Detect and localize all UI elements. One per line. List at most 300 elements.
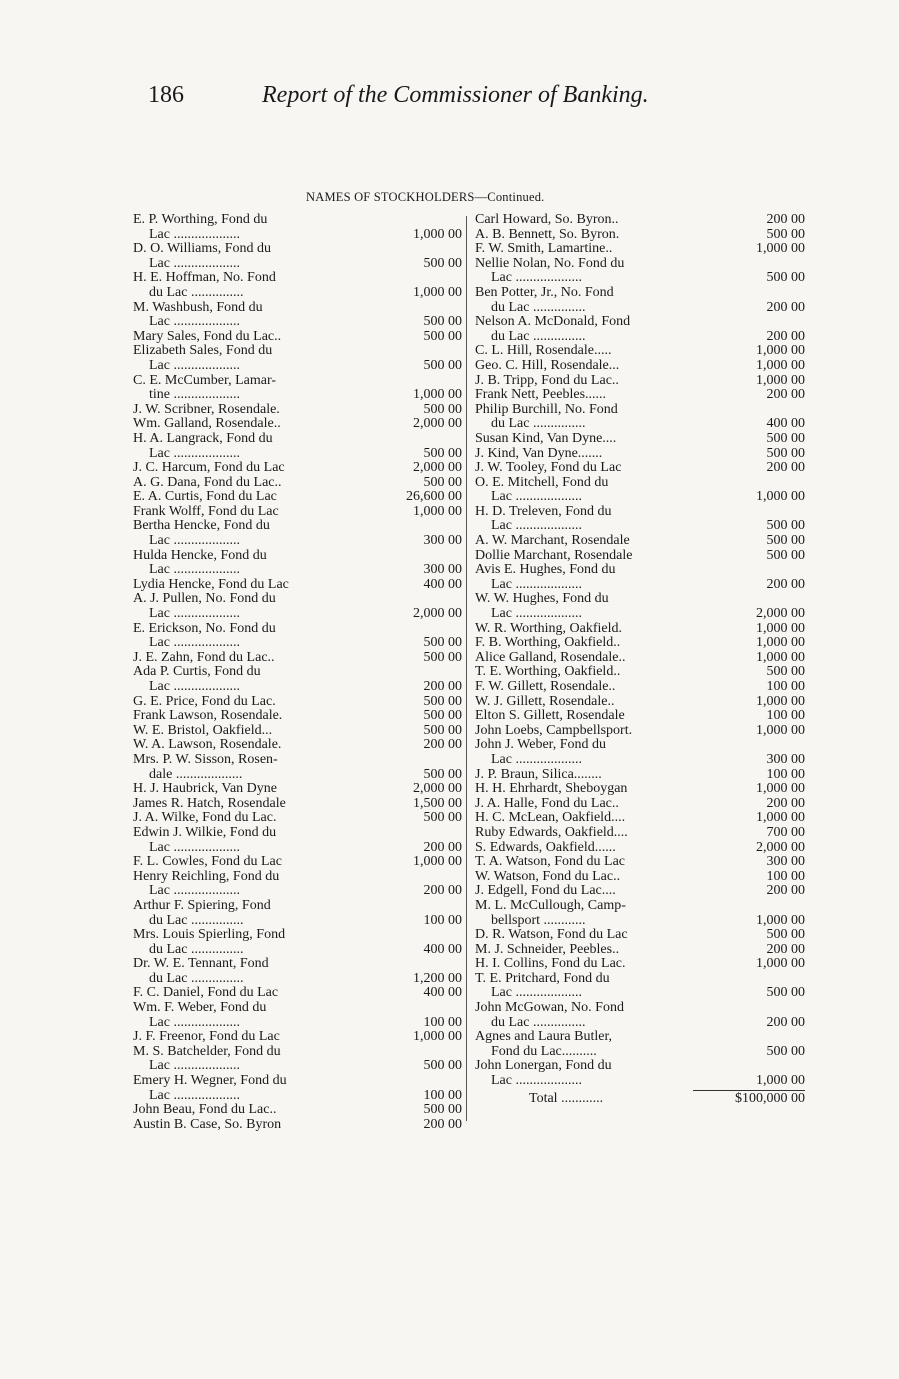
stockholder-name: Geo. C. Hill, Rosendale... [475, 358, 620, 373]
share-amount: 1,000 00 [756, 810, 805, 826]
stockholder-entry [133, 592, 462, 621]
stockholder-name: John Loebs, Campbellsport. [475, 723, 633, 738]
total-label: Total ............ [529, 1090, 604, 1106]
share-amount: 2,000 00 [413, 460, 462, 476]
share-amount: 500 00 [766, 226, 805, 242]
stockholder-entry [133, 709, 462, 724]
share-amount: 1,000 00 [756, 489, 805, 505]
stockholder-entry [133, 1001, 462, 1030]
section-heading: NAMES OF STOCKHOLDERS—Continued. [306, 190, 545, 204]
stockholder-name: Lac ................... [149, 1015, 240, 1030]
stockholder-name: D. O. Williams, Fond du [133, 242, 272, 257]
share-amount: 500 00 [766, 927, 805, 943]
stockholder-name: F. L. Cowles, Fond du Lac [133, 855, 282, 870]
stockholder-name: F. W. Smith, Lamartine.. [475, 242, 613, 257]
share-amount: 200 00 [766, 299, 805, 315]
stockholder-name: J. A. Halle, Fond du Lac.. [475, 796, 619, 811]
stockholder-entry [133, 986, 462, 1001]
stockholder-name: Frank Lawson, Rosendale. [133, 709, 283, 724]
share-amount: 500 00 [423, 255, 462, 271]
stockholder-entry [133, 1045, 462, 1074]
stockholder-entry [133, 490, 462, 505]
share-amount: 500 00 [423, 722, 462, 738]
stockholder-name: Mrs. Louis Spierling, Fond [133, 928, 286, 943]
stockholder-entry [475, 738, 805, 767]
stockholder-list-left [133, 213, 462, 1132]
stockholder-entry [133, 432, 462, 461]
stockholder-name: S. Edwards, Oakfield...... [475, 840, 616, 855]
stockholder-name: John J. Weber, Fond du [475, 738, 607, 753]
stockholder-name: bellsport ............ [491, 913, 586, 928]
stockholder-name: H. D. Treleven, Fond du [475, 504, 612, 519]
stockholder-entry [475, 695, 805, 710]
stockholder-entry [133, 578, 462, 593]
share-amount: 200 00 [766, 460, 805, 476]
stockholder-name: Lac ................... [149, 534, 240, 549]
stockholder-name: J. W. Tooley, Fond du Lac [475, 461, 622, 476]
stockholder-name: du Lac ............... [149, 285, 244, 300]
stockholder-name: Lac ................... [491, 271, 582, 286]
stockholder-name: T. E. Worthing, Oakfield.. [475, 665, 621, 680]
stockholder-name: J. P. Braun, Silica........ [475, 767, 602, 782]
stockholder-entry [475, 592, 805, 621]
share-amount: 2,000 00 [413, 416, 462, 432]
stockholder-name: Lac ................... [491, 986, 582, 1001]
stockholder-name: du Lac ............... [149, 942, 244, 957]
stockholder-entry [475, 665, 805, 680]
stockholder-entry [475, 782, 805, 797]
stockholder-name: M. Washbush, Fond du [133, 300, 263, 315]
stockholder-name: J. Kind, Van Dyne....... [475, 446, 603, 461]
stockholder-entry [133, 1074, 462, 1103]
stockholder-name: H. C. McLean, Oakfield.... [475, 811, 626, 826]
stockholder-entry [133, 797, 462, 812]
stockholder-entry [475, 1030, 805, 1059]
share-amount: 500 00 [423, 314, 462, 330]
stockholder-name: Wm. Galland, Rosendale.. [133, 417, 281, 432]
stockholder-entry [133, 811, 462, 826]
page-header [148, 82, 708, 116]
share-amount: 500 00 [423, 708, 462, 724]
stockholder-name: J. A. Wilke, Fond du Lac. [133, 811, 277, 826]
stockholder-name: Lac ................... [491, 752, 582, 767]
stockholder-name: Bertha Hencke, Fond du [133, 519, 270, 534]
share-amount: 1,000 00 [413, 854, 462, 870]
stockholder-entry [133, 330, 462, 345]
stockholder-entry [475, 461, 805, 476]
stockholder-entry [475, 447, 805, 462]
share-amount: 700 00 [766, 824, 805, 840]
stockholder-entry [133, 753, 462, 782]
stockholder-entry [133, 271, 462, 300]
stockholder-entry [475, 855, 805, 870]
stockholder-entry [133, 899, 462, 928]
share-amount: 200 00 [423, 883, 462, 899]
stockholder-entry [475, 505, 805, 534]
stockholder-name: T. A. Watson, Fond du Lac [475, 855, 626, 870]
stockholder-name: D. R. Watson, Fond du Lac [475, 928, 628, 943]
stockholder-name: Frank Nett, Peebles...... [475, 388, 607, 403]
stockholder-name: A. G. Dana, Fond du Lac.. [133, 475, 282, 490]
stockholder-entry [133, 549, 462, 578]
share-amount: 200 00 [423, 737, 462, 753]
stockholder-name: J. C. Harcum, Fond du Lac [133, 461, 285, 476]
share-amount: 26,600 00 [406, 489, 462, 505]
share-amount: 1,000 00 [756, 343, 805, 359]
share-amount: 100 00 [423, 1087, 462, 1103]
share-amount: 500 00 [423, 810, 462, 826]
stockholder-entry [475, 680, 805, 695]
stockholder-name: F. C. Daniel, Fond du Lac [133, 986, 279, 1001]
share-amount: 500 00 [766, 533, 805, 549]
share-amount: 300 00 [766, 854, 805, 870]
total-row [475, 1091, 805, 1107]
share-amount: 200 00 [766, 576, 805, 592]
stockholder-entry [475, 928, 805, 943]
stockholder-name: du Lac ............... [491, 329, 586, 344]
share-amount: 400 00 [423, 941, 462, 957]
total-amount: $100,000 00 [735, 1090, 805, 1106]
stockholder-name: J. B. Tripp, Fond du Lac.. [475, 373, 619, 388]
stockholder-entry [133, 651, 462, 666]
stockholder-entry [475, 884, 805, 899]
stockholder-name: Lac ................... [491, 1074, 582, 1089]
stockholder-entry [475, 286, 805, 315]
stockholder-entry [475, 636, 805, 651]
share-amount: 500 00 [766, 1043, 805, 1059]
stockholder-name: Nelson A. McDonald, Fond [475, 315, 631, 330]
share-amount: 500 00 [423, 649, 462, 665]
stockholder-name: H. A. Langrack, Fond du [133, 431, 273, 446]
stockholder-entry [475, 651, 805, 666]
stockholder-name: W. Watson, Fond du Lac.. [475, 869, 621, 884]
stockholder-list-right [475, 213, 805, 1107]
stockholder-entry [133, 1103, 462, 1118]
stockholder-entry [475, 972, 805, 1001]
stockholder-entry [133, 738, 462, 753]
stockholder-entry [475, 943, 805, 958]
stockholder-entry [475, 359, 805, 374]
stockholder-name: Alice Galland, Rosendale.. [475, 650, 626, 665]
share-amount: 200 00 [766, 883, 805, 899]
stockholder-entry [475, 826, 805, 841]
stockholder-entry [133, 476, 462, 491]
stockholder-name: Lac ................... [149, 563, 240, 578]
share-amount: 500 00 [423, 1058, 462, 1074]
share-amount: 1,000 00 [413, 503, 462, 519]
share-amount: 1,500 00 [413, 795, 462, 811]
share-amount: 100 00 [766, 868, 805, 884]
stockholder-entry [475, 870, 805, 885]
stockholder-entry [475, 797, 805, 812]
stockholder-name: Dollie Marchant, Rosendale [475, 548, 633, 563]
share-amount: 1,000 00 [756, 241, 805, 257]
stockholder-name: Philip Burchill, No. Fond [475, 402, 618, 417]
share-amount: 1,000 00 [756, 635, 805, 651]
stockholder-entry [133, 403, 462, 418]
stockholder-name: E. Erickson, No. Fond du [133, 621, 276, 636]
stockholder-entry [133, 301, 462, 330]
stockholder-entry [475, 549, 805, 564]
share-amount: 1,000 00 [756, 722, 805, 738]
stockholder-name: W. A. Lawson, Rosendale. [133, 738, 282, 753]
share-amount: 500 00 [423, 693, 462, 709]
stockholder-name: Lac ................... [149, 840, 240, 855]
share-amount: 1,000 00 [756, 649, 805, 665]
share-amount: 500 00 [766, 270, 805, 286]
share-amount: 1,000 00 [756, 781, 805, 797]
stockholder-name: Lac ................... [149, 358, 240, 373]
share-amount: 500 00 [423, 1102, 462, 1118]
stockholder-entry [475, 724, 805, 739]
stockholder-name: H. J. Haubrick, Van Dyne [133, 782, 277, 797]
stockholder-name: du Lac ............... [491, 417, 586, 432]
stockholder-name: Avis E. Hughes, Fond du [475, 563, 616, 578]
stockholder-name: Lac ................... [491, 490, 582, 505]
stockholder-name: Austin B. Case, So. Byron [133, 1117, 282, 1132]
stockholder-name: John Beau, Fond du Lac.. [133, 1103, 277, 1118]
share-amount: 500 00 [766, 430, 805, 446]
stockholder-name: A. B. Bennett, So. Byron. [475, 227, 620, 242]
stockholder-name: Lac ................... [149, 227, 240, 242]
stockholder-name: du Lac ............... [491, 300, 586, 315]
stockholder-entry [475, 242, 805, 257]
stockholder-name: M. L. McCullough, Camp- [475, 898, 626, 913]
stockholder-entry [133, 417, 462, 432]
stockholder-name: Lac ................... [149, 256, 240, 271]
stockholder-name: W. R. Worthing, Oakfield. [475, 621, 623, 636]
stockholder-name: J. W. Scribner, Rosendale. [133, 402, 280, 417]
share-amount: 1,000 00 [756, 1073, 805, 1089]
share-amount: 2,000 00 [413, 606, 462, 622]
stockholder-name: F. W. Gillett, Rosendale.. [475, 680, 616, 694]
stockholder-entry [475, 768, 805, 783]
stockholder-entry [475, 622, 805, 637]
share-amount: 100 00 [766, 766, 805, 782]
stockholder-name: Edwin J. Wilkie, Fond du [133, 825, 277, 840]
stockholder-name: Lac ................... [491, 519, 582, 534]
share-amount: 1,200 00 [413, 970, 462, 986]
stockholder-entry [475, 1059, 805, 1088]
stockholder-entry [133, 855, 462, 870]
share-amount: 200 00 [766, 941, 805, 957]
stockholder-name: H. E. Hoffman, No. Fond [133, 271, 276, 286]
share-amount: 1,000 00 [413, 284, 462, 300]
stockholder-name: Mrs. P. W. Sisson, Rosen- [133, 752, 278, 767]
stockholder-name: James R. Hatch, Rosendale [133, 796, 286, 811]
stockholder-entry [475, 534, 805, 549]
share-amount: 500 00 [423, 635, 462, 651]
stockholder-entry [475, 403, 805, 432]
stockholder-name: E. P. Worthing, Fond du [133, 213, 268, 227]
stockholder-entry [133, 519, 462, 548]
share-amount: 400 00 [423, 576, 462, 592]
share-amount: 500 00 [423, 401, 462, 417]
share-amount: 300 00 [766, 751, 805, 767]
column-divider [466, 216, 467, 1121]
share-amount: 400 00 [766, 416, 805, 432]
stockholder-name: Elton S. Gillett, Rosendale [475, 709, 625, 724]
stockholder-name: du Lac ............... [149, 971, 244, 986]
stockholder-name: Arthur F. Spiering, Fond [133, 898, 271, 913]
stockholder-name: Lac ................... [149, 607, 240, 622]
stockholder-name: Lac ................... [149, 1059, 240, 1074]
share-amount: 200 00 [766, 795, 805, 811]
stockholder-entry [133, 461, 462, 476]
share-amount: 1,000 00 [756, 956, 805, 972]
stockholder-name: H. H. Ehrhardt, Sheboygan [475, 782, 628, 797]
stockholder-entry [133, 1118, 462, 1133]
stockholder-entry [133, 870, 462, 899]
stockholder-name: M. J. Schneider, Peebles.. [475, 942, 620, 957]
stockholder-entry [133, 622, 462, 651]
stockholder-name: J. F. Freenor, Fond du Lac [133, 1030, 280, 1045]
share-amount: 500 00 [423, 445, 462, 461]
stockholder-name: Lac ................... [149, 680, 240, 694]
stockholder-entry [133, 1030, 462, 1045]
stockholder-name: Fond du Lac.......... [491, 1044, 597, 1059]
stockholder-entry [475, 388, 805, 403]
share-amount: 100 00 [766, 679, 805, 694]
stockholder-name: Lac ................... [149, 1088, 240, 1103]
stockholder-entry [475, 476, 805, 505]
stockholder-entry [133, 724, 462, 739]
share-amount: 200 00 [423, 839, 462, 855]
share-amount: 400 00 [423, 985, 462, 1001]
stockholder-name: Lac ................... [149, 315, 240, 330]
stockholder-entry [475, 228, 805, 243]
stockholder-name: du Lac ............... [149, 913, 244, 928]
stockholder-name: Elizabeth Sales, Fond du [133, 344, 273, 359]
stockholder-name: T. E. Pritchard, Fond du [475, 971, 610, 986]
stockholder-name: J. E. Zahn, Fond du Lac.. [133, 650, 275, 665]
stockholder-name: Emery H. Wegner, Fond du [133, 1074, 287, 1089]
stockholder-entry [475, 563, 805, 592]
share-amount: 500 00 [766, 547, 805, 563]
stockholder-name: A. W. Marchant, Rosendale [475, 534, 630, 549]
stockholder-entry [133, 505, 462, 520]
stockholder-name: M. S. Batchelder, Fond du [133, 1044, 281, 1059]
stockholder-name: C. E. McCumber, Lamar- [133, 373, 277, 388]
stockholder-entry [475, 841, 805, 856]
share-amount: 500 00 [423, 357, 462, 373]
stockholder-name: John McGowan, No. Fond [475, 1001, 624, 1016]
stockholder-entry [133, 782, 462, 797]
share-amount: 200 00 [766, 328, 805, 344]
stockholder-entry [475, 344, 805, 359]
share-amount: 500 00 [766, 985, 805, 1001]
share-amount: 500 00 [766, 518, 805, 534]
stockholder-name: H. I. Collins, Fond du Lac. [475, 957, 626, 972]
stockholder-name: Henry Reichling, Fond du [133, 869, 280, 884]
stockholder-name: Mary Sales, Fond du Lac.. [133, 329, 282, 344]
stockholder-name: Ruby Edwards, Oakfield.... [475, 825, 628, 840]
stockholder-entry [475, 315, 805, 344]
stockholder-name: Ada P. Curtis, Fond du [133, 665, 261, 680]
stockholder-name: Carl Howard, So. Byron.. [475, 213, 619, 227]
stockholder-entry [475, 957, 805, 972]
stockholder-name: Ben Potter, Jr., No. Fond [475, 285, 614, 300]
stockholder-entry [475, 811, 805, 826]
stockholder-name: Wm. F. Weber, Fond du [133, 1001, 267, 1016]
stockholder-entry [133, 928, 462, 957]
stockholder-entries-right [475, 213, 805, 1089]
stockholder-name: Hulda Hencke, Fond du [133, 548, 267, 563]
share-amount: 1,000 00 [413, 387, 462, 403]
share-amount: 200 00 [766, 1014, 805, 1030]
share-amount: 500 00 [423, 328, 462, 344]
stockholder-name: Agnes and Laura Butler, [475, 1030, 613, 1045]
stockholder-name: Lac ................... [149, 446, 240, 461]
share-amount: 1,000 00 [413, 226, 462, 242]
stockholder-name: Susan Kind, Van Dyne.... [475, 431, 617, 446]
stockholder-entry [133, 374, 462, 403]
stockholder-name: Frank Wolff, Fond du Lac [133, 504, 279, 519]
stockholder-name: Lac ................... [149, 636, 240, 651]
share-amount: 1,000 00 [413, 1029, 462, 1045]
stockholder-entry [133, 957, 462, 986]
stockholder-name: Lydia Hencke, Fond du Lac [133, 577, 289, 592]
stockholder-name: tine ................... [149, 388, 240, 403]
stockholder-name: Lac ................... [491, 577, 582, 592]
stockholder-entry [133, 665, 462, 694]
share-amount: 1,000 00 [756, 912, 805, 928]
share-amount: 200 00 [766, 387, 805, 403]
stockholder-name: J. Edgell, Fond du Lac.... [475, 884, 616, 899]
stockholder-entry [475, 213, 805, 228]
stockholder-name: W. E. Bristol, Oakfield... [133, 723, 273, 738]
share-amount: 1,000 00 [756, 620, 805, 636]
stockholder-name: du Lac ............... [491, 1015, 586, 1030]
stockholder-name: Lac ................... [491, 607, 582, 622]
stockholder-name: W. J. Gillett, Rosendale.. [475, 694, 615, 709]
stockholder-entry [475, 1001, 805, 1030]
stockholder-name: Nellie Nolan, No. Fond du [475, 256, 625, 271]
stockholder-name: A. J. Pullen, No. Fond du [133, 592, 276, 607]
stockholder-name: W. W. Hughes, Fond du [475, 592, 609, 607]
share-amount: 1,000 00 [756, 357, 805, 373]
stockholder-name: dale ................... [149, 767, 243, 782]
share-amount: 500 00 [423, 766, 462, 782]
share-amount: 100 00 [423, 912, 462, 928]
stockholder-name: Dr. W. E. Tennant, Fond [133, 957, 269, 972]
stockholder-entry [475, 257, 805, 286]
stockholder-name: C. L. Hill, Rosendale..... [475, 344, 612, 359]
stockholder-entry [475, 709, 805, 724]
stockholder-entry [133, 213, 462, 242]
share-amount: 2,000 00 [756, 839, 805, 855]
stockholder-entry [133, 242, 462, 271]
stockholder-entry [133, 826, 462, 855]
stockholder-name: O. E. Mitchell, Fond du [475, 475, 609, 490]
stockholder-entry [475, 432, 805, 447]
stockholder-entry [133, 344, 462, 373]
page-number: 186 [148, 82, 184, 108]
share-amount: 200 00 [766, 212, 805, 227]
share-amount: 300 00 [423, 562, 462, 578]
share-amount: 2,000 00 [756, 606, 805, 622]
share-amount: 2,000 00 [413, 781, 462, 797]
share-amount: 300 00 [423, 533, 462, 549]
stockholder-entry [475, 899, 805, 928]
stockholder-name: Lac ................... [149, 884, 240, 899]
stockholder-name: E. A. Curtis, Fond du Lac [133, 490, 277, 505]
share-amount: 1,000 00 [756, 372, 805, 388]
stockholder-name: G. E. Price, Fond du Lac. [133, 694, 276, 709]
share-amount: 200 00 [423, 1116, 462, 1132]
share-amount: 500 00 [766, 664, 805, 680]
share-amount: 1,000 00 [756, 693, 805, 709]
